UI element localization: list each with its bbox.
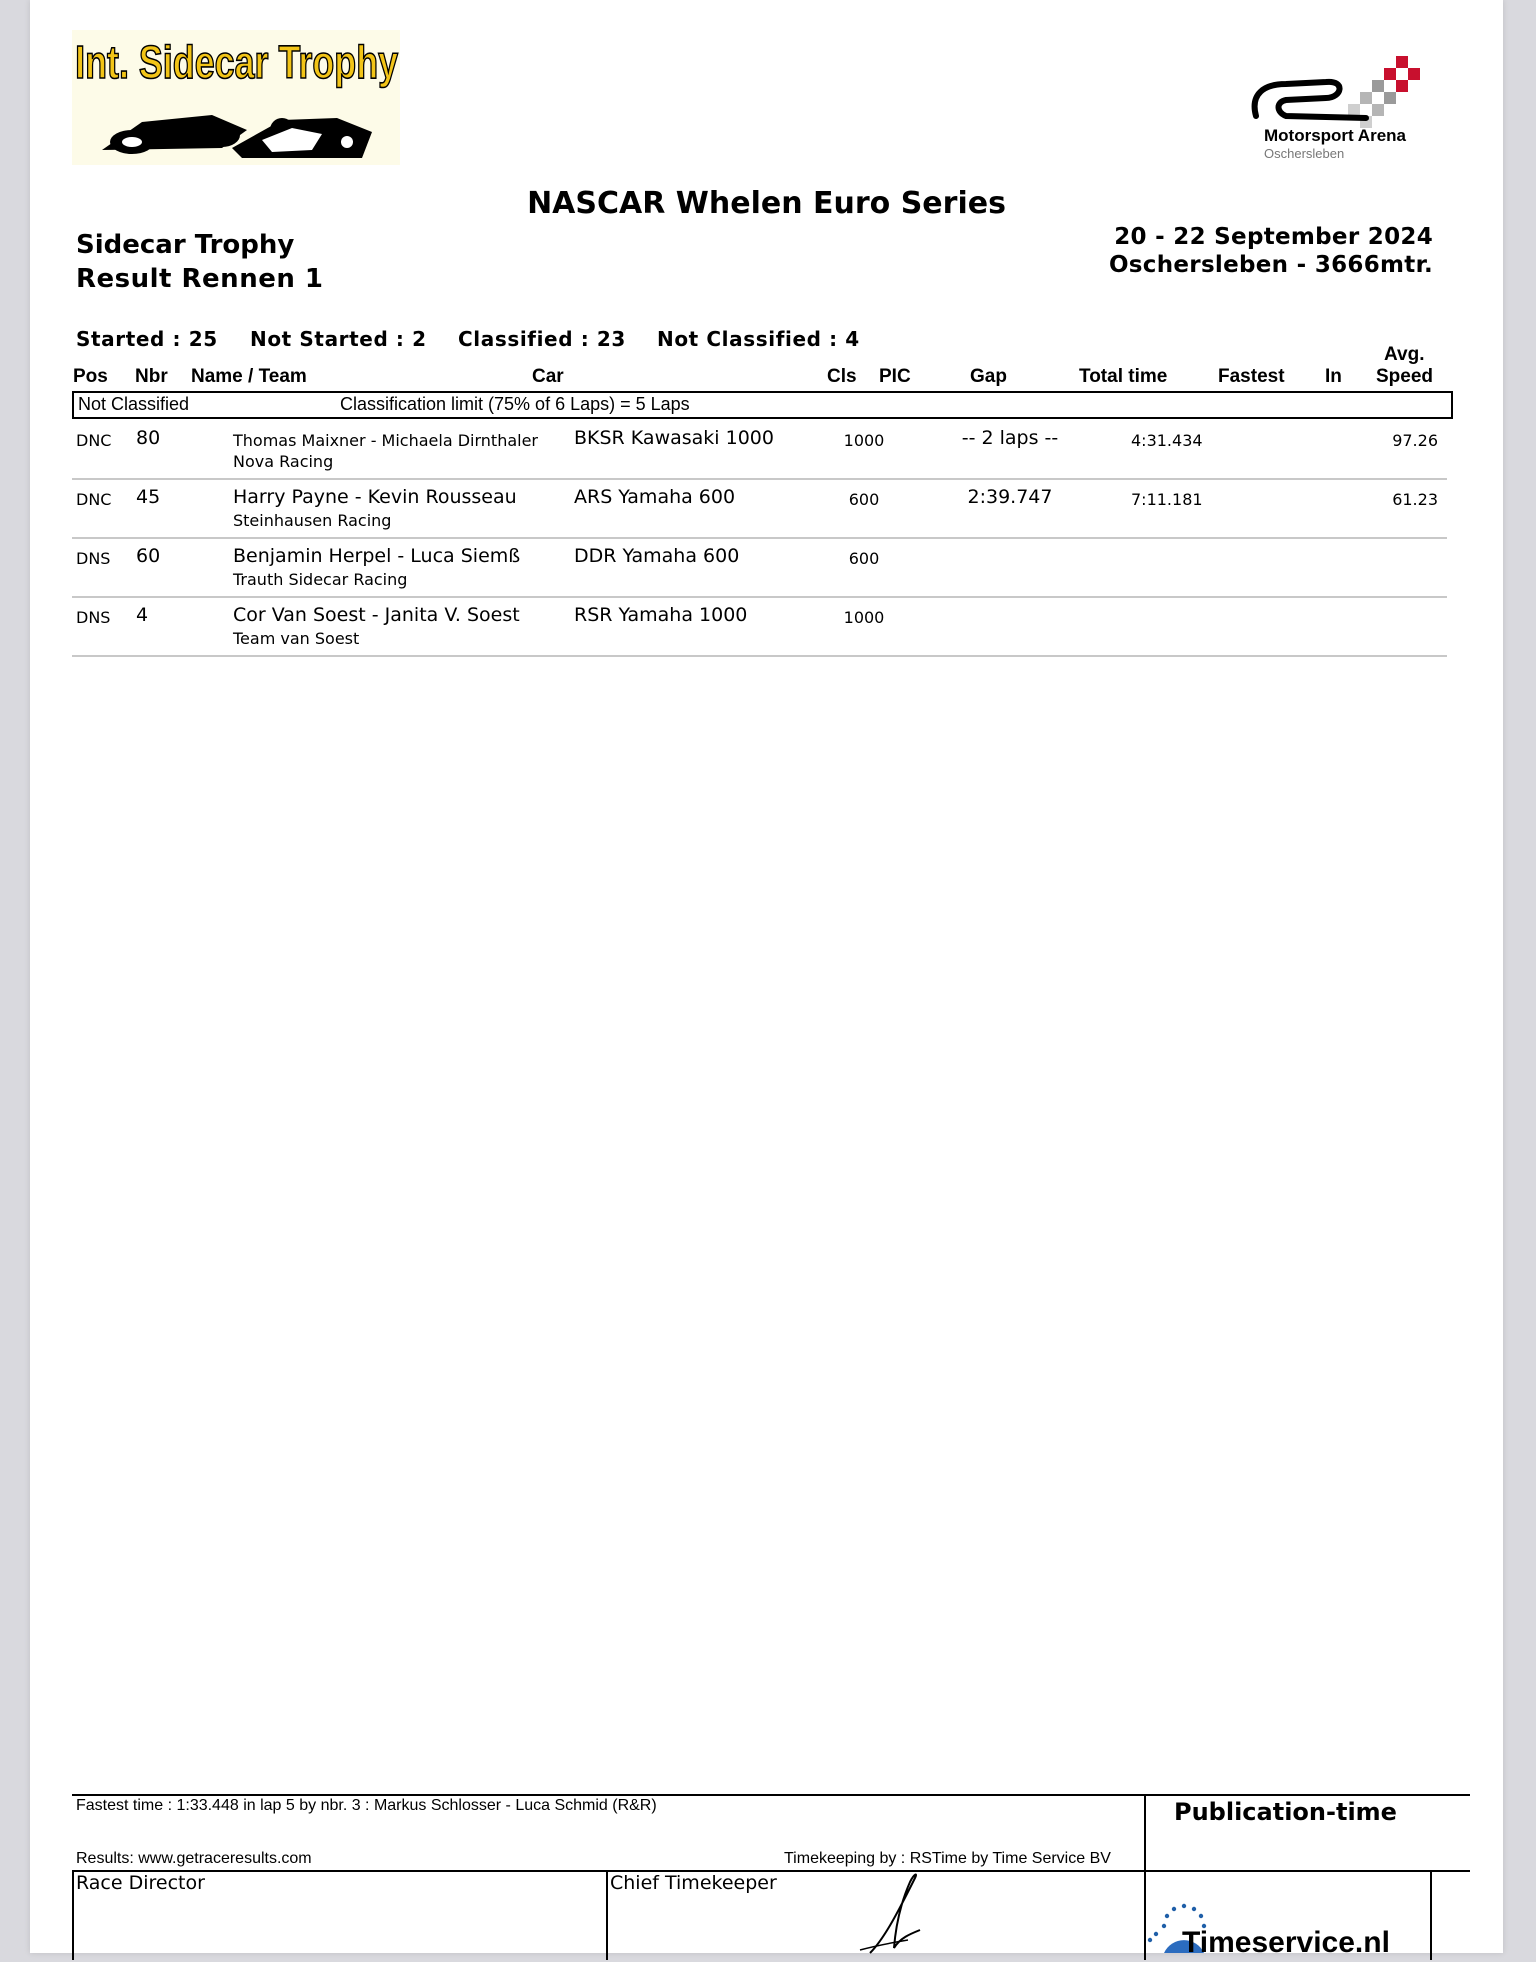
- row-team: Trauth Sidecar Racing: [233, 570, 408, 589]
- row-cls: 1000: [843, 608, 885, 627]
- row-pos: DNC: [76, 431, 112, 450]
- event-venue: Oschersleben - 3666mtr.: [1108, 252, 1433, 278]
- row-avg-speed: 61.23: [1392, 490, 1438, 509]
- not-classified-band: [72, 391, 1453, 419]
- row-pos: DNC: [76, 490, 112, 509]
- row-avg-speed: 97.26: [1392, 431, 1438, 450]
- col-pic: PIC: [879, 366, 911, 387]
- row-nbr: 4: [136, 604, 149, 626]
- event-name: Sidecar Trophy: [76, 230, 295, 260]
- series-title: NASCAR Whelen Euro Series: [527, 186, 1006, 221]
- row-nbr: 60: [136, 545, 161, 567]
- table-row: [72, 596, 1447, 657]
- motorsport-arena-logo: [1246, 54, 1456, 164]
- row-drivers: Harry Payne - Kevin Rousseau: [233, 486, 517, 508]
- signature: [830, 1868, 950, 1958]
- publication-time: Publication-time: [1174, 1798, 1397, 1826]
- row-total-time: 7:11.181: [1131, 490, 1203, 509]
- row-nbr: 80: [136, 427, 161, 449]
- row-nbr: 45: [136, 486, 161, 508]
- timekeeping-credit: Timekeeping by : RSTime by Time Service BV: [784, 1850, 1111, 1867]
- row-car: ARS Yamaha 600: [574, 486, 736, 508]
- row-drivers: Thomas Maixner - Michaela Dirnthaler: [233, 431, 539, 450]
- row-team: Team van Soest: [233, 629, 360, 648]
- arena-name: Motorsport Arena: [1264, 126, 1406, 145]
- results-url: Results: www.getraceresults.com: [76, 1850, 312, 1867]
- classification-limit: Classification limit (75% of 6 Laps) = 5 Laps: [340, 394, 690, 414]
- row-pos: DNS: [76, 549, 111, 568]
- summary-not-classified: Not Classified : 4: [657, 327, 860, 351]
- col-gap: Gap: [970, 366, 1007, 387]
- row-car: BKSR Kawasaki 1000: [574, 427, 774, 449]
- col-car: Car: [532, 366, 564, 387]
- col-total-time: Total time: [1079, 366, 1168, 387]
- col-pos: Pos: [73, 366, 108, 387]
- row-cls: 600: [848, 490, 880, 509]
- col-nbr: Nbr: [135, 366, 168, 387]
- table-row: [72, 537, 1447, 598]
- logo-title: Int. Sidecar Trophy: [75, 36, 399, 89]
- summary-started: Started : 25: [76, 327, 218, 351]
- row-team: Nova Racing: [233, 452, 334, 471]
- row-cls: 600: [848, 549, 880, 568]
- col-in: In: [1325, 366, 1342, 387]
- arena-city: Oschersleben: [1264, 146, 1345, 161]
- row-drivers: Cor Van Soest - Janita V. Soest: [233, 604, 520, 626]
- table-row: [72, 478, 1447, 539]
- row-team: Steinhausen Racing: [233, 511, 392, 530]
- timeservice-logo: [1144, 1900, 1434, 1953]
- timeservice-text: Timeservice.nl: [1182, 1926, 1390, 1953]
- row-gap: 2:39.747: [967, 486, 1053, 508]
- signature-divider: [72, 1870, 74, 1960]
- sidecar-trophy-logo: [72, 30, 400, 165]
- chief-timekeeper-label: Chief Timekeeper: [610, 1872, 777, 1894]
- footer-divider: [72, 1794, 1470, 1796]
- col-fastest: Fastest: [1218, 366, 1285, 387]
- results-page: [30, 0, 1503, 1953]
- signature-divider: [606, 1870, 608, 1960]
- row-drivers: Benjamin Herpel - Luca Siemß: [233, 545, 521, 567]
- row-car: DDR Yamaha 600: [574, 545, 740, 567]
- col-name-team: Name / Team: [191, 366, 307, 387]
- row-cls: 1000: [843, 431, 885, 450]
- row-car: RSR Yamaha 1000: [574, 604, 748, 626]
- summary-not-started: Not Started : 2: [250, 327, 427, 351]
- col-avg-speed-line1: Avg.: [1384, 344, 1425, 365]
- row-total-time: 4:31.434: [1131, 431, 1203, 450]
- result-title: Result Rennen 1: [76, 264, 324, 294]
- not-classified-label: Not Classified: [78, 394, 190, 414]
- row-pos: DNS: [76, 608, 111, 627]
- row-gap: -- 2 laps --: [961, 427, 1059, 449]
- col-avg-speed-line2: Speed: [1376, 366, 1434, 387]
- summary-classified: Classified : 23: [458, 327, 626, 351]
- event-date: 20 - 22 September 2024: [1114, 224, 1433, 250]
- table-row: [72, 419, 1447, 480]
- fastest-time-note: Fastest time : 1:33.448 in lap 5 by nbr. 3 : Markus Schlosser - Luca Schmid (R&R): [76, 1797, 657, 1814]
- race-director-label: Race Director: [76, 1872, 205, 1894]
- col-cls: Cls: [827, 366, 857, 387]
